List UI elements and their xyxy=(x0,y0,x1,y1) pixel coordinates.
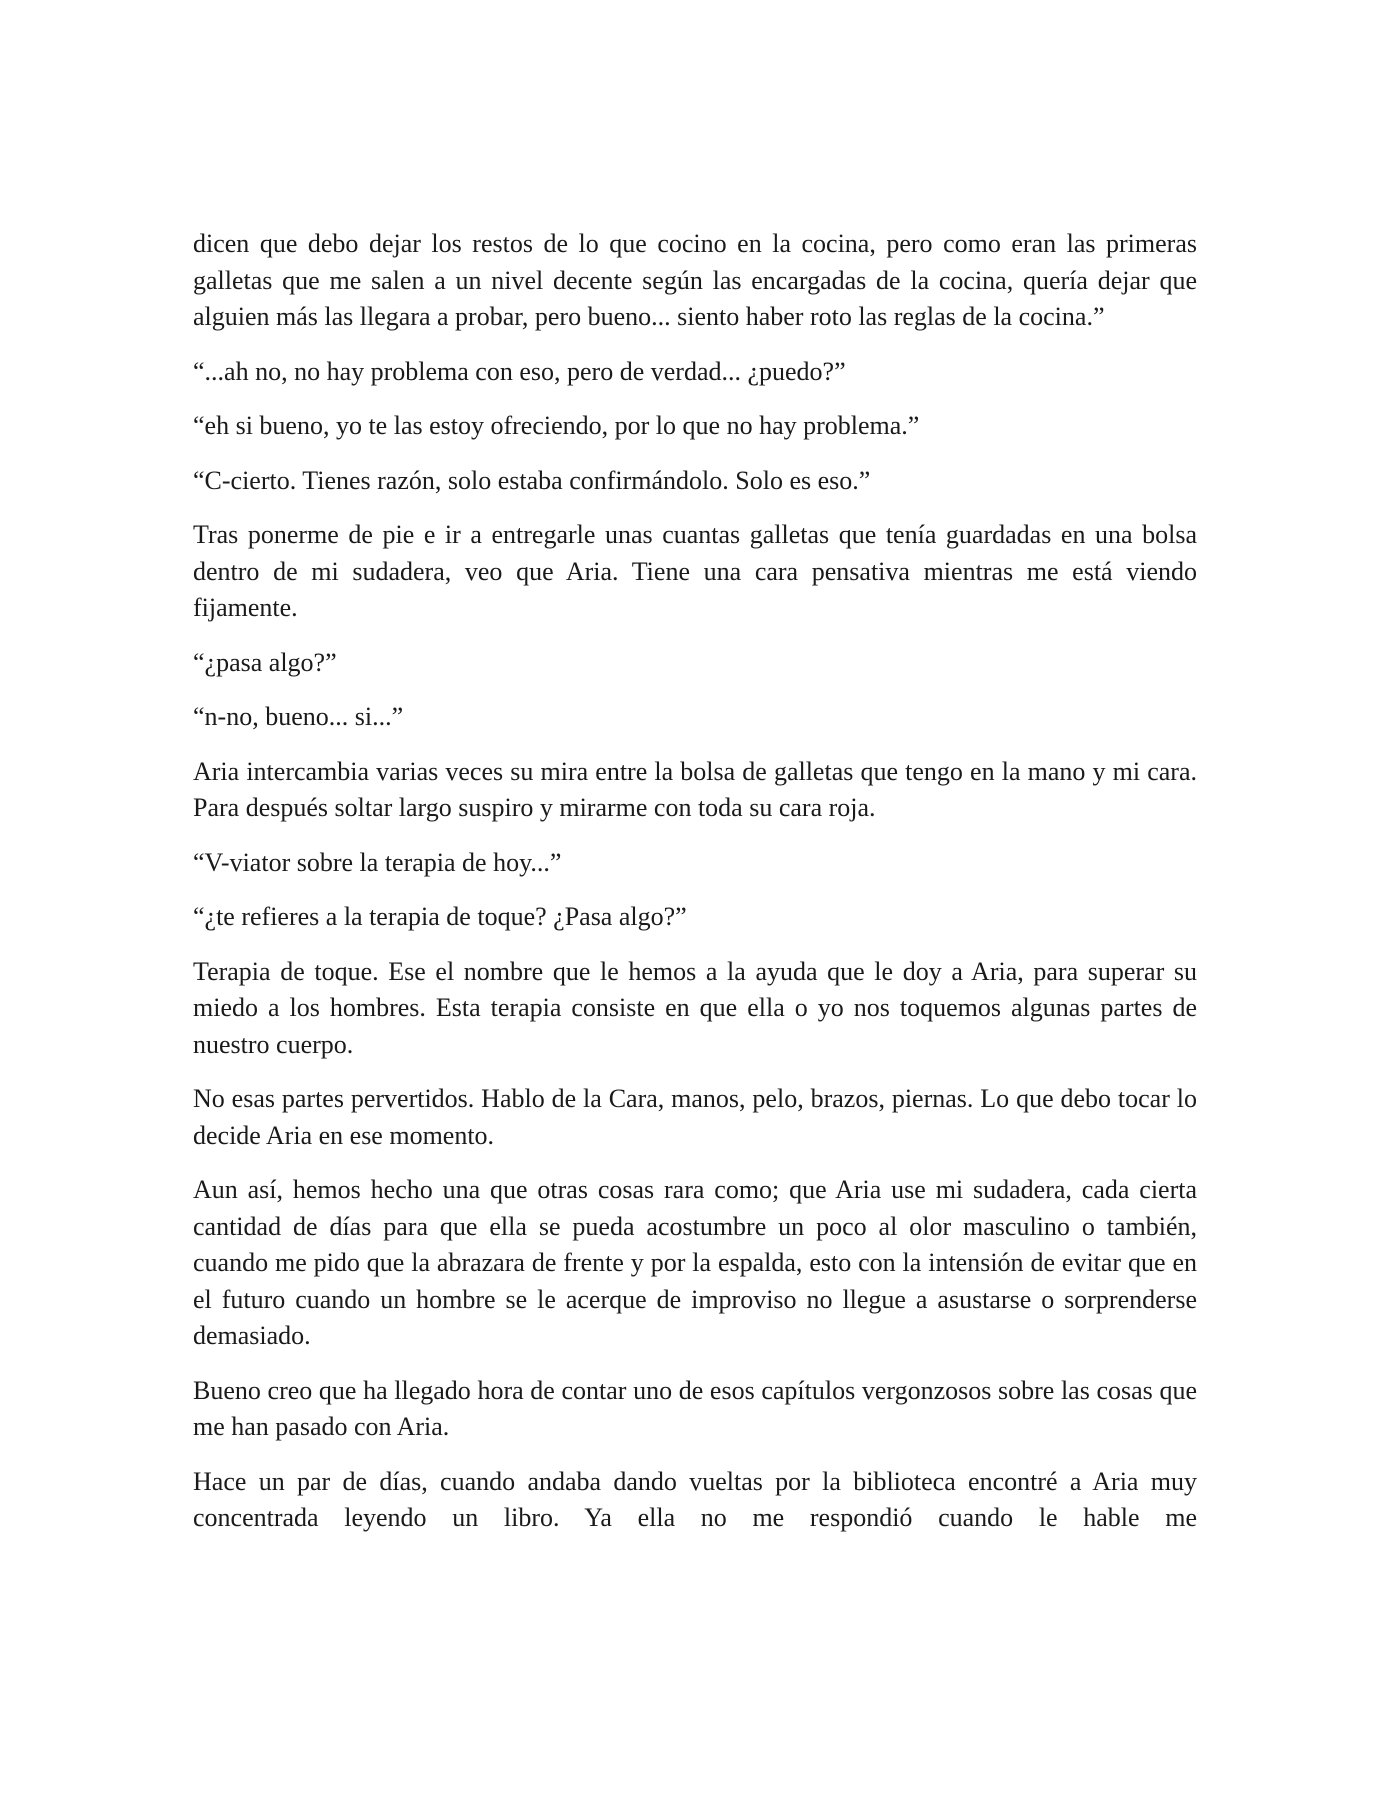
paragraph: Bueno creo que ha llegado hora de contar uno de esos capítulos vergonzosos sobre las cosas que me han pasado con Aria. xyxy=(193,1375,1197,1441)
dialogue-line: “C-cierto. Tienes razón, solo estaba confirmándolo. Solo es eso.” xyxy=(193,465,871,495)
dialogue-line: “n-no, bueno... si...” xyxy=(193,702,404,731)
paragraph: Aun así, hemos hecho una que otras cosas rara como; que Aria use mi sudadera, cada cierta cantidad de días para que ella se pueda acostumbre un poco al olor masculino o también, cuando me pido que la abrazara de frente y por la espalda, esto con la intensión de evitar que en el futuro cuando un hombre se le acerque de improviso no llegue a asustarse o sorprenderse demasiado. xyxy=(193,1175,1197,1350)
paragraph: Tras ponerme de pie e ir a entregarle unas cuantas galletas que tenía guardadas en una bolsa dentro de mi sudadera, veo que Aria. Tiene una cara pensativa mientras me está viendo fijamente. xyxy=(193,520,1197,622)
paragraph: Aria intercambia varias veces su mira entre la bolsa de galletas que tengo en la mano y mi cara. Para después soltar largo suspiro y mirarme con toda su cara roja. xyxy=(193,756,1197,822)
paragraph: Terapia de toque. Ese el nombre que le hemos a la ayuda que le doy a Aria, para superar su miedo a los hombres. Esta terapia consiste en que ella o yo nos toquemos algunas partes de nuestro cuerpo. xyxy=(193,956,1197,1059)
dialogue-line: “V-viator sobre la terapia de hoy...” xyxy=(193,847,562,877)
dialogue-line: “...ah no, no hay problema con eso, pero de verdad... ¿puedo?” xyxy=(193,356,846,386)
paragraph: Hace un par de días, cuando andaba dando vueltas por la biblioteca encontré a Aria muy concentrada leyendo un libro. Ya ella no me respondió cuando le hable me xyxy=(193,1466,1197,1532)
paragraph: No esas partes pervertidos. Hablo de la Cara, manos, pelo, brazos, piernas. Lo que debo tocar lo decide Aria en ese momento. xyxy=(193,1084,1197,1150)
document-page xyxy=(193,226,1197,1537)
paragraph: dicen que debo dejar los restos de lo que cocino en la cocina, pero como eran las primeras galletas que me salen a un nivel decente según las encargadas de la cocina, quería dejar que alguien más las llegara a probar, pero bueno... siento haber roto las reglas de la cocina.” xyxy=(193,229,1197,331)
dialogue-line: “eh si bueno, yo te las estoy ofreciendo, por lo que no hay problema.” xyxy=(193,411,920,440)
dialogue-line: “¿te refieres a la terapia de toque? ¿Pasa algo?” xyxy=(193,902,687,931)
dialogue-line: “¿pasa algo?” xyxy=(193,647,337,677)
